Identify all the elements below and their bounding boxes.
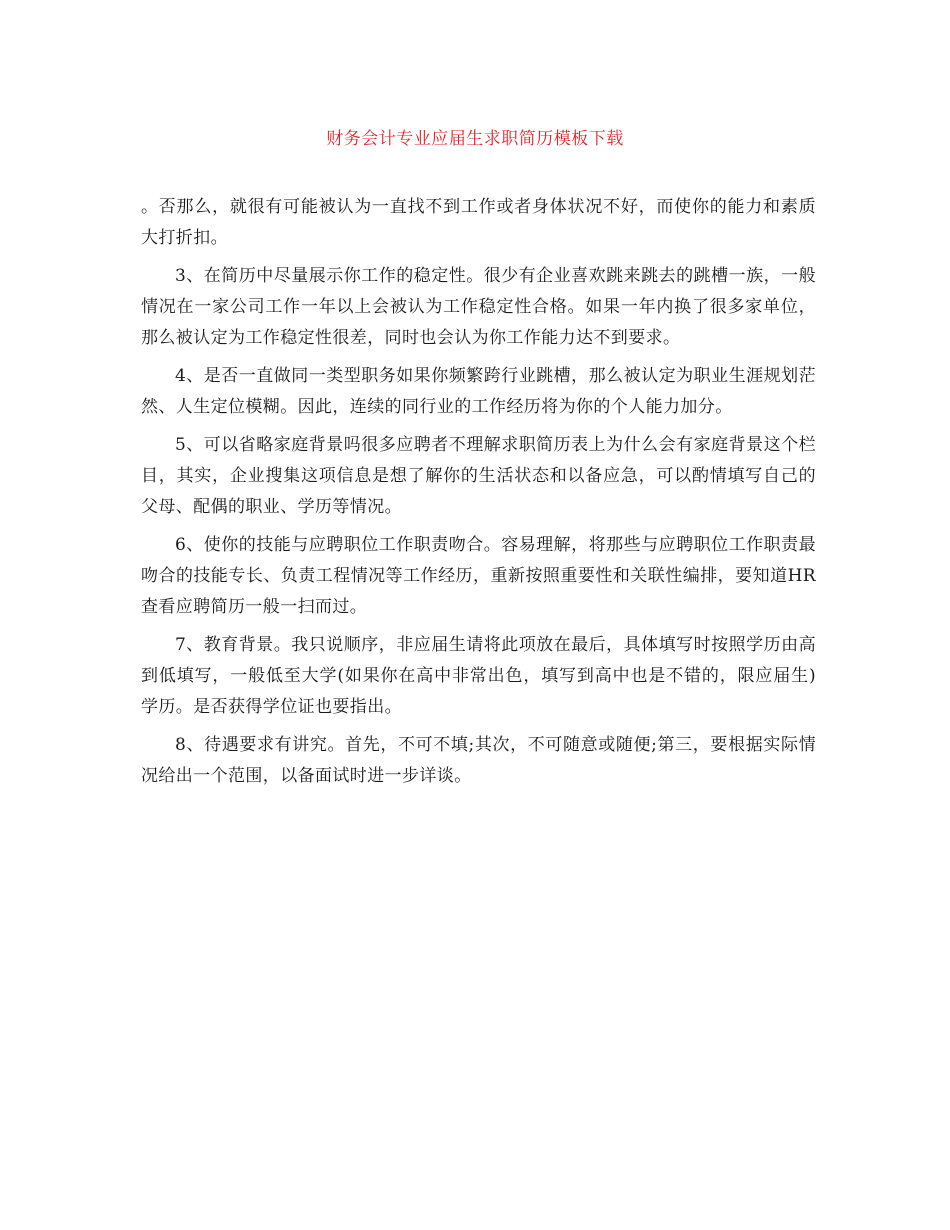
paragraph-item-8: 8、待遇要求有讲究。首先，不可不填;其次，不可随意或随便;第三，要根据实际情况给出一个范围，以备面试时进一步详谈。 bbox=[141, 735, 816, 786]
paragraph-item-3: 3、在简历中尽量展示你工作的稳定性。很少有企业喜欢跳来跳去的跳槽一族，一般情况在一家公司工作一年以上会被认为工作稳定性合格。如果一年内换了很多家单位，那么被认定为工作稳定性很差，同时也会认为你工作能力达不到要求。 bbox=[141, 266, 816, 348]
paragraph-item-7: 7、教育背景。我只说顺序，非应届生请将此项放在最后，具体填写时按照学历由高到低填写，一般低至大学(如果你在高中非常出色，填写到高中也是不错的，限应届生)学历。是否获得学位证也要指出。 bbox=[141, 635, 816, 717]
paragraph-item-4: 4、是否一直做同一类型职务如果你频繁跨行业跳槽，那么被认定为职业生涯规划茫然、人生定位模糊。因此，连续的同行业的工作经历将为你的个人能力加分。 bbox=[141, 366, 816, 417]
paragraph-item-6: 6、使你的技能与应聘职位工作职责吻合。容易理解，将那些与应聘职位工作职责最吻合的技能专长、负责工程情况等工作经历，重新按照重要性和关联性编排，要知道HR查看应聘简历一般一扫而过。 bbox=[141, 535, 816, 617]
paragraph-item-5: 5、可以省略家庭背景吗很多应聘者不理解求职简历表上为什么会有家庭背景这个栏目，其实，企业搜集这项信息是想了解你的生活状态和以备应急，可以酌情填写自己的父母、配偶的职业、学历等情况。 bbox=[141, 435, 816, 517]
document-title: 财务会计专业应届生求职简历模板下载 bbox=[326, 129, 624, 149]
paragraph-continuation: 。否那么，就很有可能被认为一直找不到工作或者身体状况不好，而使你的能力和素质大打折扣。 bbox=[141, 197, 816, 248]
document-body bbox=[141, 192, 816, 799]
